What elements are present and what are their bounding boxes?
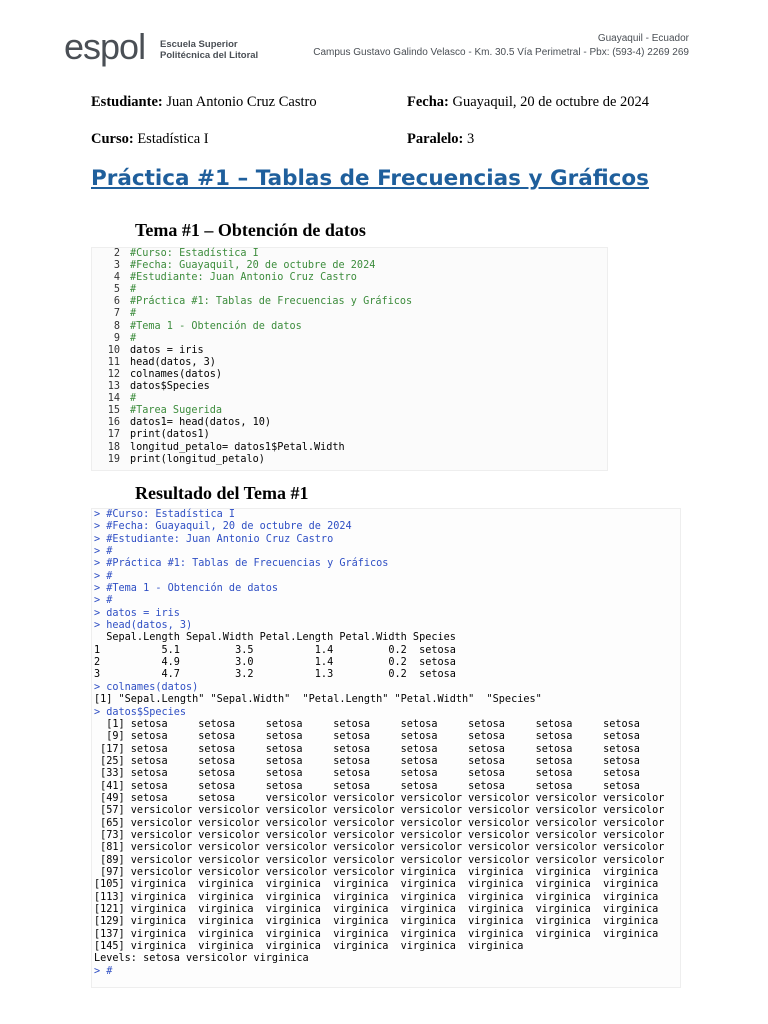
code-line bbox=[92, 454, 607, 466]
line-number: 17 bbox=[107, 429, 120, 441]
student-value: Juan Antonio Cruz Castro bbox=[162, 94, 317, 110]
line-number: 9 bbox=[113, 332, 120, 344]
code-block bbox=[91, 247, 608, 471]
code-line bbox=[92, 296, 607, 308]
code-line bbox=[92, 417, 607, 429]
console-output bbox=[91, 508, 681, 988]
code-line bbox=[92, 272, 607, 284]
institution-line2: Politécnica del Litoral bbox=[160, 50, 259, 61]
page-header bbox=[0, 0, 768, 75]
console-input-line: > #Práctica #1: Tablas de Frecuencias y Gráficos bbox=[94, 558, 389, 570]
code-line bbox=[92, 260, 607, 272]
console-output-line: 1 5.1 3.5 1.4 0.2 setosa bbox=[94, 644, 456, 656]
console-input-line: > #Fecha: Guayaquil, 20 de octubre de 2024 bbox=[94, 521, 352, 533]
section1-title: Tema #1 – Obtención de datos bbox=[135, 220, 366, 240]
section-field bbox=[407, 131, 474, 148]
console-input-line: > #Curso: Estadística I bbox=[94, 509, 236, 520]
console-output-line: [97] versicolor versicolor versicolor versicolor virginica virginica virginica virginica bbox=[94, 866, 659, 878]
console-output-line: [41] setosa setosa setosa setosa setosa setosa setosa setosa bbox=[94, 780, 640, 792]
line-number: 8 bbox=[113, 320, 120, 332]
console-output-line: [113] virginica virginica virginica virginica virginica virginica virginica virginica bbox=[94, 891, 659, 903]
code-text: #Tarea Sugerida bbox=[130, 405, 223, 417]
code-text: #Curso: Estadística I bbox=[130, 248, 259, 259]
console-input-line: > # bbox=[94, 595, 113, 607]
console-input-line: > # bbox=[94, 546, 113, 558]
line-number: 18 bbox=[107, 441, 120, 453]
console-output-line: [145] virginica virginica virginica virginica virginica virginica bbox=[94, 941, 524, 953]
date-value: Guayaquil, 20 de octubre de 2024 bbox=[448, 94, 650, 110]
line-number: 14 bbox=[107, 393, 120, 405]
section2-title: Resultado del Tema #1 bbox=[135, 483, 309, 503]
console-output-line: [1] setosa setosa setosa setosa setosa setosa setosa setosa bbox=[94, 718, 640, 730]
console-output-line: [1] "Sepal.Length" "Sepal.Width" "Petal.Length" "Petal.Width" "Species" bbox=[94, 694, 542, 706]
console-output-line: 2 4.9 3.0 1.4 0.2 setosa bbox=[94, 657, 456, 669]
code-line bbox=[92, 321, 607, 333]
console-input-line: > # bbox=[94, 965, 113, 977]
date-field bbox=[407, 94, 649, 111]
line-number: 7 bbox=[113, 308, 120, 320]
code-line bbox=[92, 248, 607, 260]
code-line bbox=[92, 357, 607, 369]
console-output-line: Levels: setosa versicolor virginica bbox=[94, 953, 309, 965]
code-line bbox=[92, 333, 607, 345]
code-text: #Tema 1 - Obtención de datos bbox=[130, 320, 302, 332]
console-output-line: [25] setosa setosa setosa setosa setosa setosa setosa setosa bbox=[94, 755, 640, 767]
console-output-line: [121] virginica virginica virginica virginica virginica virginica virginica virginica bbox=[94, 904, 659, 915]
code-text: # bbox=[130, 332, 137, 344]
course-label: Curso: bbox=[91, 131, 134, 147]
line-number: 15 bbox=[107, 405, 120, 417]
code-line bbox=[92, 308, 607, 320]
code-text: #Fecha: Guayaquil, 20 de octubre de 2024 bbox=[130, 260, 376, 272]
console-output-line: [89] versicolor versicolor versicolor versicolor versicolor versicolor versicolor versicolor bbox=[94, 854, 665, 866]
console-input-line: > datos = iris bbox=[94, 607, 180, 619]
code-text: # bbox=[130, 308, 137, 320]
code-line bbox=[92, 369, 607, 381]
console-output-line: [57] versicolor versicolor versicolor versicolor versicolor versicolor versicolor versicolor bbox=[94, 805, 665, 817]
console-input-line: > colnames(datos) bbox=[94, 681, 199, 693]
line-number: 5 bbox=[113, 284, 120, 296]
code-text: colnames(datos) bbox=[130, 368, 223, 380]
institution-name bbox=[160, 39, 258, 61]
console-output-line: [9] setosa setosa setosa setosa setosa setosa setosa setosa bbox=[94, 731, 640, 743]
console-input-line: > datos$Species bbox=[94, 706, 187, 718]
code-text: #Práctica #1: Tablas de Frecuencias y Gráficos bbox=[130, 296, 413, 308]
institution-line1: Escuela Superior bbox=[160, 39, 238, 50]
console-output-line: [33] setosa setosa setosa setosa setosa setosa setosa setosa bbox=[94, 768, 640, 780]
student-field bbox=[91, 94, 317, 111]
console-output-line: 3 4.7 3.2 1.3 0.2 setosa bbox=[94, 669, 456, 681]
section-value: 3 bbox=[463, 131, 475, 147]
line-number: 11 bbox=[107, 356, 120, 368]
code-line bbox=[92, 429, 607, 441]
line-number: 3 bbox=[113, 260, 120, 272]
header-address: Campus Gustavo Galindo Velasco - Km. 30.5 Vía Perimetral - Pbx: (593-4) 2269 269 bbox=[313, 47, 689, 58]
line-number: 16 bbox=[107, 417, 120, 429]
console-output-line: [81] versicolor versicolor versicolor versicolor versicolor versicolor versicolor versicolor bbox=[94, 842, 665, 854]
code-text: longitud_petalo= datos1$Petal.Width bbox=[130, 441, 345, 453]
code-text: print(datos1) bbox=[130, 429, 210, 441]
section-label: Paralelo: bbox=[407, 131, 464, 147]
console-output-line: [17] setosa setosa setosa setosa setosa setosa setosa setosa bbox=[94, 743, 640, 755]
student-label: Estudiante: bbox=[91, 94, 163, 110]
document-title: Práctica #1 – Tablas de Frecuencias y Gráficos bbox=[91, 166, 649, 191]
code-line bbox=[92, 393, 607, 405]
code-text: print(longitud_petalo) bbox=[130, 453, 265, 465]
console-input-line: > #Tema 1 - Obtención de datos bbox=[94, 583, 279, 595]
console-output-line: [73] versicolor versicolor versicolor versicolor versicolor versicolor versicolor versicolor bbox=[94, 829, 665, 841]
code-line bbox=[92, 345, 607, 357]
code-text: datos$Species bbox=[130, 381, 210, 393]
code-text: #Estudiante: Juan Antonio Cruz Castro bbox=[130, 272, 357, 284]
course-field bbox=[91, 131, 209, 148]
code-text: datos1= head(datos, 10) bbox=[130, 417, 272, 429]
code-line bbox=[92, 442, 607, 454]
console-output-line: [65] versicolor versicolor versicolor versicolor versicolor versicolor versicolor versicolor bbox=[94, 817, 665, 829]
code-text: # bbox=[130, 393, 137, 405]
console-input-line: > #Estudiante: Juan Antonio Cruz Castro bbox=[94, 533, 334, 545]
header-city: Guayaquil - Ecuador bbox=[597, 33, 689, 44]
console-output-line: [105] virginica virginica virginica virginica virginica virginica virginica virginica bbox=[94, 879, 659, 891]
date-label: Fecha: bbox=[407, 94, 449, 110]
console-input-line: > # bbox=[94, 570, 113, 582]
code-text: # bbox=[130, 284, 137, 296]
console-output-line: Sepal.Length Sepal.Width Petal.Length Petal.Width Species bbox=[94, 632, 456, 644]
line-number: 6 bbox=[113, 296, 120, 308]
espol-logo: espol bbox=[64, 26, 146, 67]
code-text: head(datos, 3) bbox=[130, 356, 216, 368]
code-line bbox=[92, 405, 607, 417]
line-number: 13 bbox=[107, 381, 120, 393]
console-output-line: [49] setosa setosa versicolor versicolor versicolor versicolor versicolor versicolor bbox=[94, 792, 665, 804]
line-number: 12 bbox=[107, 368, 120, 380]
line-number: 19 bbox=[107, 453, 120, 465]
console-output-line: [137] virginica virginica virginica virginica virginica virginica virginica virginica bbox=[94, 928, 659, 940]
line-number: 2 bbox=[113, 248, 120, 259]
code-text: datos = iris bbox=[130, 344, 204, 356]
code-line bbox=[92, 381, 607, 393]
console-output-line: [129] virginica virginica virginica virginica virginica virginica virginica virginica bbox=[94, 916, 659, 928]
code-line bbox=[92, 284, 607, 296]
console-input-line: > head(datos, 3) bbox=[94, 620, 193, 632]
line-number: 4 bbox=[113, 272, 120, 284]
course-value: Estadística I bbox=[133, 131, 209, 147]
line-number: 10 bbox=[107, 344, 120, 356]
